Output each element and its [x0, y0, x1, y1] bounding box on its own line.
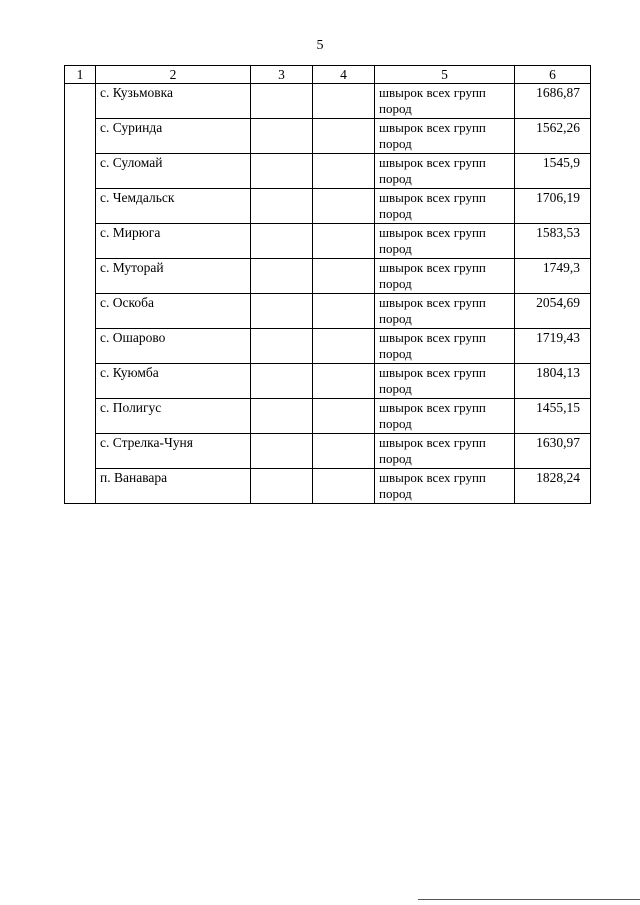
column-4-cell [313, 154, 375, 189]
wood-type-cell: швырок всех групп пород [375, 259, 515, 294]
column-4-cell [313, 119, 375, 154]
column-3-cell [251, 294, 313, 329]
wood-type-cell: швырок всех групп пород [375, 329, 515, 364]
village-cell: с. Суломай [96, 154, 251, 189]
price-value-cell: 1545,9 [515, 154, 591, 189]
wood-type-cell: швырок всех групп пород [375, 224, 515, 259]
table-row [65, 329, 591, 364]
merged-column-1-cell [65, 84, 96, 504]
table-row [65, 119, 591, 154]
price-value-cell: 1583,53 [515, 224, 591, 259]
column-header-1: 1 [65, 66, 96, 84]
wood-type-cell: швырок всех групп пород [375, 434, 515, 469]
price-value-cell: 1828,24 [515, 469, 591, 504]
column-header-3: 3 [251, 66, 313, 84]
table-row [65, 259, 591, 294]
column-4-cell [313, 84, 375, 119]
village-cell: с. Полигус [96, 399, 251, 434]
column-4-cell [313, 469, 375, 504]
column-3-cell [251, 154, 313, 189]
table-body [65, 84, 591, 504]
village-cell: п. Ванавара [96, 469, 251, 504]
wood-type-cell: швырок всех групп пород [375, 469, 515, 504]
page-number: 5 [316, 38, 324, 53]
column-4-cell [313, 329, 375, 364]
village-cell: с. Ошарово [96, 329, 251, 364]
table-row [65, 224, 591, 259]
price-value-cell: 1562,26 [515, 119, 591, 154]
column-3-cell [251, 329, 313, 364]
wood-type-cell: швырок всех групп пород [375, 84, 515, 119]
village-cell: с. Стрелка-Чуня [96, 434, 251, 469]
table-row [65, 294, 591, 329]
column-3-cell [251, 469, 313, 504]
village-cell: с. Муторай [96, 259, 251, 294]
column-3-cell [251, 119, 313, 154]
price-value-cell: 1706,19 [515, 189, 591, 224]
column-4-cell [313, 434, 375, 469]
column-4-cell [313, 189, 375, 224]
table-header-row [65, 66, 591, 84]
column-4-cell [313, 399, 375, 434]
price-value-cell: 1455,15 [515, 399, 591, 434]
column-4-cell [313, 259, 375, 294]
price-value-cell: 1804,13 [515, 364, 591, 399]
column-4-cell [313, 224, 375, 259]
table-row [65, 154, 591, 189]
table-row [65, 364, 591, 399]
column-4-cell [313, 364, 375, 399]
village-cell: с. Куюмба [96, 364, 251, 399]
wood-type-cell: швырок всех групп пород [375, 189, 515, 224]
column-3-cell [251, 224, 313, 259]
price-value-cell: 1686,87 [515, 84, 591, 119]
wood-type-cell: швырок всех групп пород [375, 399, 515, 434]
village-cell: с. Оскоба [96, 294, 251, 329]
table-row [65, 434, 591, 469]
village-cell: с. Мирюга [96, 224, 251, 259]
column-3-cell [251, 189, 313, 224]
column-3-cell [251, 364, 313, 399]
table-row [65, 189, 591, 224]
column-header-4: 4 [313, 66, 375, 84]
footer-rule [418, 899, 640, 900]
column-3-cell [251, 259, 313, 294]
table-row [65, 84, 591, 119]
price-value-cell: 2054,69 [515, 294, 591, 329]
table-row [65, 399, 591, 434]
column-header-6: 6 [515, 66, 591, 84]
village-cell: с. Чемдальск [96, 189, 251, 224]
column-header-2: 2 [96, 66, 251, 84]
wood-type-cell: швырок всех групп пород [375, 154, 515, 189]
wood-type-cell: швырок всех групп пород [375, 119, 515, 154]
table-row [65, 469, 591, 504]
village-cell: с. Суринда [96, 119, 251, 154]
column-header-5: 5 [375, 66, 515, 84]
price-value-cell: 1719,43 [515, 329, 591, 364]
wood-type-cell: швырок всех групп пород [375, 294, 515, 329]
village-cell: с. Кузьмовка [96, 84, 251, 119]
table-header [65, 66, 591, 84]
price-value-cell: 1630,97 [515, 434, 591, 469]
column-3-cell [251, 399, 313, 434]
price-value-cell: 1749,3 [515, 259, 591, 294]
price-table [64, 65, 591, 504]
column-3-cell [251, 434, 313, 469]
wood-type-cell: швырок всех групп пород [375, 364, 515, 399]
column-3-cell [251, 84, 313, 119]
column-4-cell [313, 294, 375, 329]
